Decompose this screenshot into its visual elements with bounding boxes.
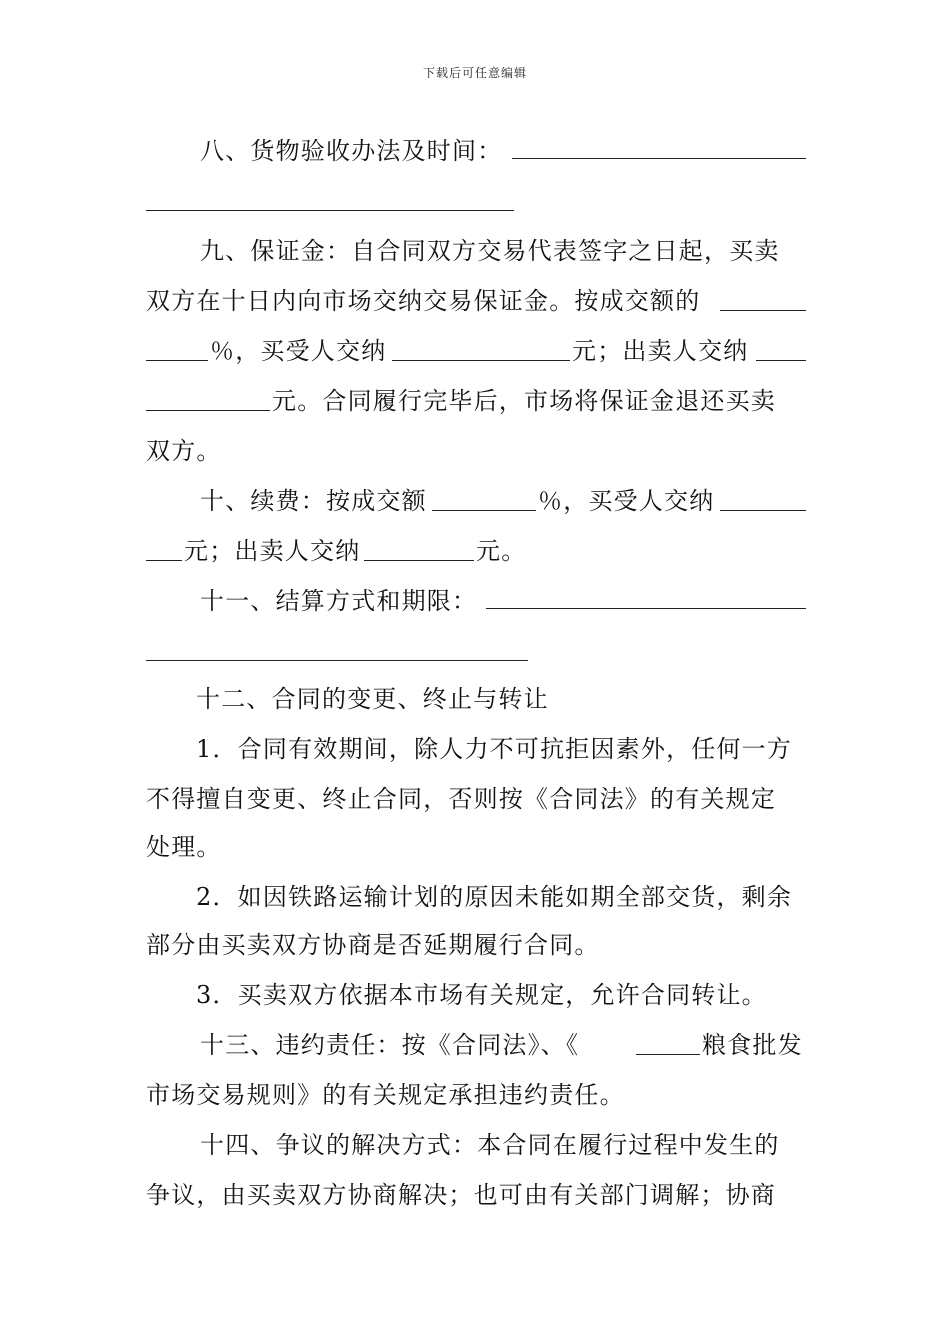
clause-9-line-3b: 元；出卖人交纳 bbox=[572, 337, 749, 365]
clause-8: 八、货物验收办法及时间： bbox=[200, 137, 503, 165]
blank-line bbox=[364, 560, 474, 561]
clause-12-item-3: 3．买卖双方依据本市场有关规定，允许合同转让。 bbox=[196, 981, 767, 1009]
clause-12-item-2-line-1: 2．如因铁路运输计划的原因未能如期全部交货，剩余 bbox=[196, 883, 793, 911]
clause-13-line-2: 市场交易规则》的有关规定承担违约责任。 bbox=[146, 1081, 625, 1109]
clause-10-line-1b: ％，买受人交纳 bbox=[538, 487, 715, 515]
clause-12-item-1-line-2: 不得擅自变更、终止合同，否则按《合同法》的有关规定 bbox=[146, 785, 776, 813]
clause-12-item-2-line-2: 部分由买卖双方协商是否延期履行合同。 bbox=[146, 931, 600, 959]
clause-9-line-5: 双方。 bbox=[146, 437, 222, 465]
clause-13-line-1b: 粮食批发 bbox=[702, 1031, 803, 1059]
blank-line bbox=[432, 510, 536, 511]
clause-9-line-2: 双方在十日内向市场交纳交易保证金。按成交额的 bbox=[146, 287, 701, 315]
clause-10-line-2a: 元；出卖人交纳 bbox=[184, 537, 361, 565]
blank-line bbox=[146, 360, 208, 361]
page-header: 下载后可任意编辑 bbox=[422, 66, 527, 80]
blank-line bbox=[146, 410, 270, 411]
clause-12-item-1-line-1: 1．合同有效期间，除人力不可抗拒因素外，任何一方 bbox=[196, 735, 793, 763]
clause-14-line-2: 争议，由买卖双方协商解决；也可由有关部门调解；协商 bbox=[146, 1181, 776, 1209]
clause-11: 十一、结算方式和期限： bbox=[200, 587, 478, 615]
clause-9-line-3a: ％，买受人交纳 bbox=[210, 337, 387, 365]
clause-9-line-4: 元。合同履行完毕后，市场将保证金退还买卖 bbox=[272, 387, 776, 415]
blank-line bbox=[486, 608, 806, 609]
blank-line bbox=[756, 360, 806, 361]
blank-line bbox=[146, 210, 514, 211]
blank-line bbox=[720, 310, 806, 311]
blank-line bbox=[512, 158, 806, 159]
clause-13-line-1a: 十三、违约责任：按《合同法》、《 bbox=[200, 1031, 580, 1059]
blank-line bbox=[720, 510, 806, 511]
blank-line bbox=[146, 560, 182, 561]
clause-14-line-1: 十四、争议的解决方式：本合同在履行过程中发生的 bbox=[200, 1131, 780, 1159]
clause-12-title: 十二、合同的变更、终止与转让 bbox=[196, 685, 549, 713]
clause-12-item-1-line-3: 处理。 bbox=[146, 833, 222, 861]
blank-line bbox=[392, 360, 570, 361]
blank-line bbox=[636, 1054, 700, 1055]
blank-line bbox=[146, 660, 528, 661]
clause-10-line-2b: 元。 bbox=[476, 537, 527, 565]
clause-10-line-1a: 十、续费：按成交额 bbox=[200, 487, 427, 515]
clause-9-line-1: 九、保证金：自合同双方交易代表签字之日起，买卖 bbox=[200, 237, 780, 265]
